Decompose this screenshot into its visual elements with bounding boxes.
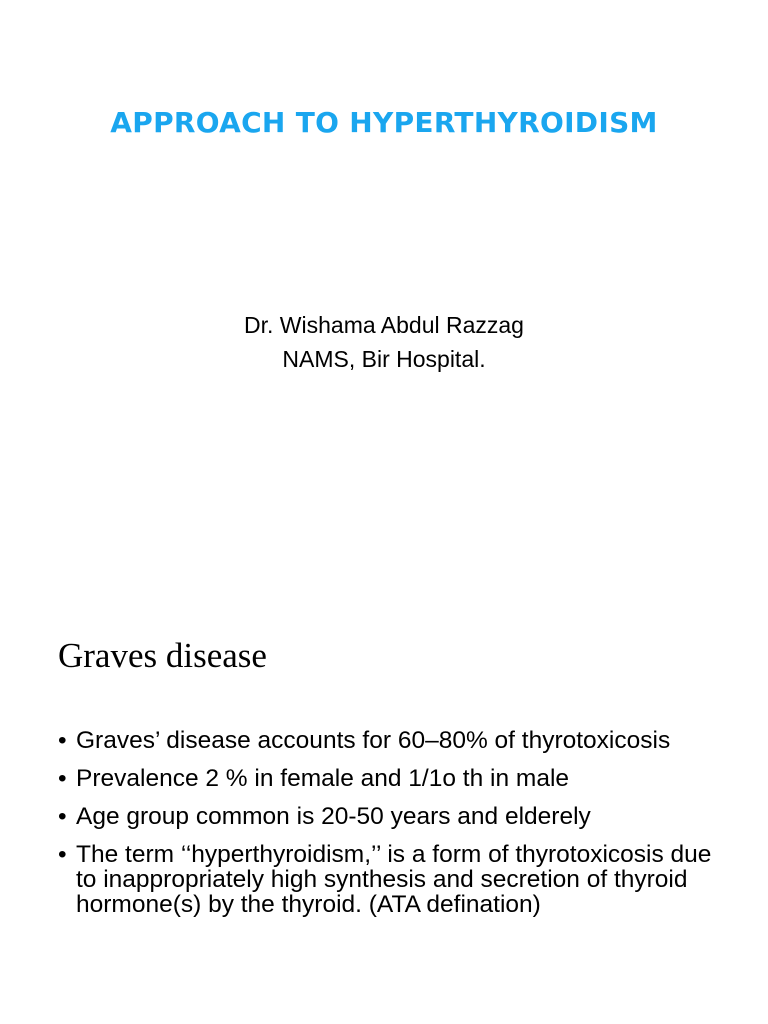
bullet-list: [58, 728, 738, 930]
list-item: [58, 766, 738, 791]
bullet-icon: •: [58, 841, 67, 868]
bullet-text: Prevalence 2 % in female and 1/1o th in male: [76, 765, 570, 792]
presenter-affiliation: NAMS, Bir Hospital.: [282, 346, 486, 372]
graves-disease-slide: [0, 576, 768, 1024]
bullet-icon: •: [58, 803, 67, 830]
list-item: [58, 728, 738, 753]
list-item: [58, 842, 738, 917]
bullet-icon: •: [58, 727, 67, 754]
bullet-text: The term ‘‘hyperthyroidism,’’ is a form of thyrotoxicosis due to inappropriately high synthesis and secretion of thyroid hormone(s) by the thyroid. (ATA defination): [76, 841, 712, 918]
presenter-name: Dr. Wishama Abdul Razzag: [244, 312, 524, 338]
slide-title: APPROACH TO HYPERTHYROIDISM: [110, 106, 658, 139]
list-item: [58, 804, 738, 829]
section-heading: Graves disease: [58, 636, 267, 675]
bullet-text: Graves’ disease accounts for 60–80% of thyrotoxicosis: [76, 727, 671, 754]
bullet-icon: •: [58, 765, 67, 792]
bullet-text: Age group common is 20-50 years and elderely: [76, 803, 591, 830]
presenter-block: [0, 308, 768, 376]
